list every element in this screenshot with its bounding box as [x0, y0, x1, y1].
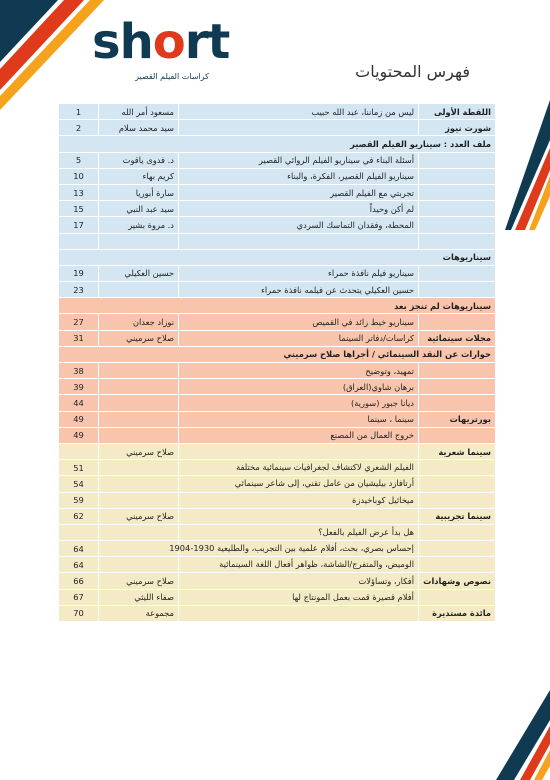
toc-page-number: 1 — [59, 104, 99, 120]
toc-section — [419, 524, 496, 540]
toc-section — [419, 379, 496, 395]
toc-row — [59, 379, 496, 395]
toc-title: برهان شاوي(العراق) — [179, 379, 419, 395]
toc-page-number: 19 — [59, 265, 99, 281]
toc-section — [419, 217, 496, 233]
toc-title: أفلام قصيرة قمت بعمل المونتاج لها — [179, 589, 419, 605]
toc-author: كريم بهاء — [99, 168, 179, 184]
toc-section: بورتريهات — [419, 411, 496, 427]
toc-section — [419, 314, 496, 330]
toc-section: سينما شعرية — [419, 443, 496, 459]
toc-section: مجلات سينمائية — [419, 330, 496, 346]
toc-row — [59, 427, 496, 443]
toc-page-number: 5 — [59, 152, 99, 168]
toc-page-number: 64 — [59, 541, 99, 557]
toc-page-number: 23 — [59, 282, 99, 298]
toc-title: سينما ، سينما — [179, 411, 419, 427]
toc-row — [59, 330, 496, 346]
toc-title: المحطة، وفقدان التماسك السردي — [179, 217, 419, 233]
toc-section: شورت نيوز — [419, 120, 496, 136]
toc-author: د. فدوى ياقوت — [99, 152, 179, 168]
toc-section: اللقطة الأولى — [419, 104, 496, 120]
toc-row — [59, 120, 496, 136]
toc-section — [419, 184, 496, 200]
toc-title: إحساس بصري، بحث، أفلام علمية بين التجريب، والطليعية 1930-1904 — [179, 541, 419, 557]
toc-row — [59, 233, 496, 249]
toc-section — [419, 168, 496, 184]
toc-row — [59, 411, 496, 427]
toc-row — [59, 460, 496, 476]
toc-row — [59, 217, 496, 233]
toc-title: تجربتي مع الفيلم القصير — [179, 184, 419, 200]
logo-subtitle: كراسات الفيلم القصير — [135, 72, 209, 81]
toc-title: سيناريو خيط زائد في القميص — [179, 314, 419, 330]
toc-author — [99, 233, 179, 249]
toc-title — [179, 605, 419, 621]
toc-page-number: 44 — [59, 395, 99, 411]
toc-row — [59, 201, 496, 217]
page-title: فهرس المحتويات — [355, 62, 470, 81]
toc-author — [99, 395, 179, 411]
toc-title: أرتافازد بيليشيان من عامل تقني، إلى شاعر سينمائي — [179, 476, 419, 492]
toc-row — [59, 508, 496, 524]
toc-page-number: 38 — [59, 363, 99, 379]
toc-author: حسين العكيلي — [99, 265, 179, 281]
toc-row — [59, 589, 496, 605]
toc-row — [59, 605, 496, 621]
toc-section: نصوص وشهادات — [419, 573, 496, 589]
toc-section — [419, 427, 496, 443]
corner-stripes-top-right — [505, 100, 550, 230]
toc-page-number: 51 — [59, 460, 99, 476]
toc-title: سيناريو فيلم نافذة حمراء — [179, 265, 419, 281]
toc-title: ميخائيل كوباخيدزة — [179, 492, 419, 508]
toc-page-number: 27 — [59, 314, 99, 330]
toc-title: خروج العمال من المصنع — [179, 427, 419, 443]
toc-title: كراسات/دفاتر السينما — [179, 330, 419, 346]
toc-author: صلاح سرميني — [99, 573, 179, 589]
toc-section-header-row — [59, 136, 496, 152]
toc-section — [419, 233, 496, 249]
toc-row — [59, 363, 496, 379]
toc-title: تمهيد، وتوضيح — [179, 363, 419, 379]
toc-section-header-row — [59, 298, 496, 314]
toc-row — [59, 492, 496, 508]
toc-section — [419, 265, 496, 281]
toc-row — [59, 104, 496, 120]
toc-title — [179, 508, 419, 524]
toc-title: الوميض، والمتفرج/الشاشة، ظواهر أفعال اللغة السينمائية — [179, 557, 419, 573]
toc-section: مائدة مستديرة — [419, 605, 496, 621]
toc-row — [59, 168, 496, 184]
toc-author — [99, 492, 179, 508]
toc-row — [59, 476, 496, 492]
toc-section — [419, 460, 496, 476]
toc-author — [99, 427, 179, 443]
toc-section-header: ملف العدد : سيناريو الفيلم القصير — [59, 136, 496, 152]
toc-row — [59, 265, 496, 281]
toc-section-header: سيناريوهات — [59, 249, 496, 265]
toc-section — [419, 492, 496, 508]
toc-page-number: 2 — [59, 120, 99, 136]
toc-row — [59, 152, 496, 168]
toc-author — [99, 363, 179, 379]
toc-section — [419, 557, 496, 573]
toc-section-header: سيناريوهات لم تنجز بعد — [59, 298, 496, 314]
toc-row — [59, 541, 496, 557]
toc-title: ديانا جبور (سورية) — [179, 395, 419, 411]
toc-title: سيناريو الفيلم القصير، الفكرة، والبناء — [179, 168, 419, 184]
toc-title: حسين العكيلي يتحدث عن فيلمه نافذة حمراء — [179, 282, 419, 298]
toc-page-number: 67 — [59, 589, 99, 605]
toc-title: هل بدأ عرض الفيلم بالفعل؟ — [179, 524, 419, 540]
toc-section: سينما تجريبية — [419, 508, 496, 524]
toc-title — [179, 233, 419, 249]
toc-page-number: 66 — [59, 573, 99, 589]
toc-row — [59, 524, 496, 540]
toc-author: د. مروة بشير — [99, 217, 179, 233]
toc-author: نوزاد جعدان — [99, 314, 179, 330]
toc-page-number: 17 — [59, 217, 99, 233]
toc-section — [419, 541, 496, 557]
toc-author: سيد عبد النبي — [99, 201, 179, 217]
toc-section-header-row — [59, 346, 496, 362]
toc-page-number: 54 — [59, 476, 99, 492]
toc-page-number: 15 — [59, 201, 99, 217]
toc-author: صفاء الليثي — [99, 589, 179, 605]
toc-section — [419, 152, 496, 168]
toc-page-number: 39 — [59, 379, 99, 395]
toc-title — [179, 443, 419, 459]
toc-page-number: 31 — [59, 330, 99, 346]
toc-author — [99, 379, 179, 395]
toc-author: صلاح سرميني — [99, 508, 179, 524]
toc-title: لم أكن وحيداً — [179, 201, 419, 217]
toc-author — [99, 282, 179, 298]
toc-title: ليس من زماننا، عبد الله حبيب — [179, 104, 419, 120]
toc-author — [99, 557, 179, 573]
toc-section-header: حوارات عن النقد السينمائي / أجراها صلاح سرميني — [59, 346, 496, 362]
toc-page-number: 64 — [59, 557, 99, 573]
toc-page-number: 62 — [59, 508, 99, 524]
toc-section — [419, 363, 496, 379]
toc-title: أفكار، وتساؤلات — [179, 573, 419, 589]
toc-row — [59, 443, 496, 459]
toc-row — [59, 557, 496, 573]
toc-page-number: 49 — [59, 427, 99, 443]
toc-section — [419, 201, 496, 217]
toc-row — [59, 282, 496, 298]
toc-page-number: 59 — [59, 492, 99, 508]
toc-section — [419, 395, 496, 411]
toc-section — [419, 476, 496, 492]
toc-author — [99, 524, 179, 540]
toc-author: سارة أبوريا — [99, 184, 179, 200]
toc-row — [59, 395, 496, 411]
corner-stripes-bottom-right — [480, 690, 550, 780]
toc-row — [59, 314, 496, 330]
toc-page-number: 70 — [59, 605, 99, 621]
toc-author — [99, 411, 179, 427]
toc-author — [99, 476, 179, 492]
toc-page-number — [59, 233, 99, 249]
toc-section — [419, 589, 496, 605]
toc-title — [179, 120, 419, 136]
toc-page-number — [59, 524, 99, 540]
toc-author — [99, 460, 179, 476]
toc-row — [59, 184, 496, 200]
toc-author — [99, 541, 179, 557]
toc-author: مجموعة — [99, 605, 179, 621]
toc-author: سيد محمد سلام — [99, 120, 179, 136]
toc-author: صلاح سرميني — [99, 330, 179, 346]
toc-row — [59, 573, 496, 589]
short-logo — [92, 14, 252, 90]
toc-section-header-row — [59, 249, 496, 265]
toc-title: أسئلة البناء في سيناريو الفيلم الروائي القصير — [179, 152, 419, 168]
logo-wordmark: short — [92, 14, 230, 70]
toc-title: الفيلم الشعري لاكتشاف لجغرافيات سينمائية مختلفة — [179, 460, 419, 476]
toc-page-number: 10 — [59, 168, 99, 184]
toc-page-number: 13 — [59, 184, 99, 200]
toc-table — [58, 103, 496, 622]
toc-author: مسعود أمر الله — [99, 104, 179, 120]
toc-section — [419, 282, 496, 298]
toc-author: صلاح سرميني — [99, 443, 179, 459]
toc-page-number — [59, 443, 99, 459]
toc-page-number: 49 — [59, 411, 99, 427]
